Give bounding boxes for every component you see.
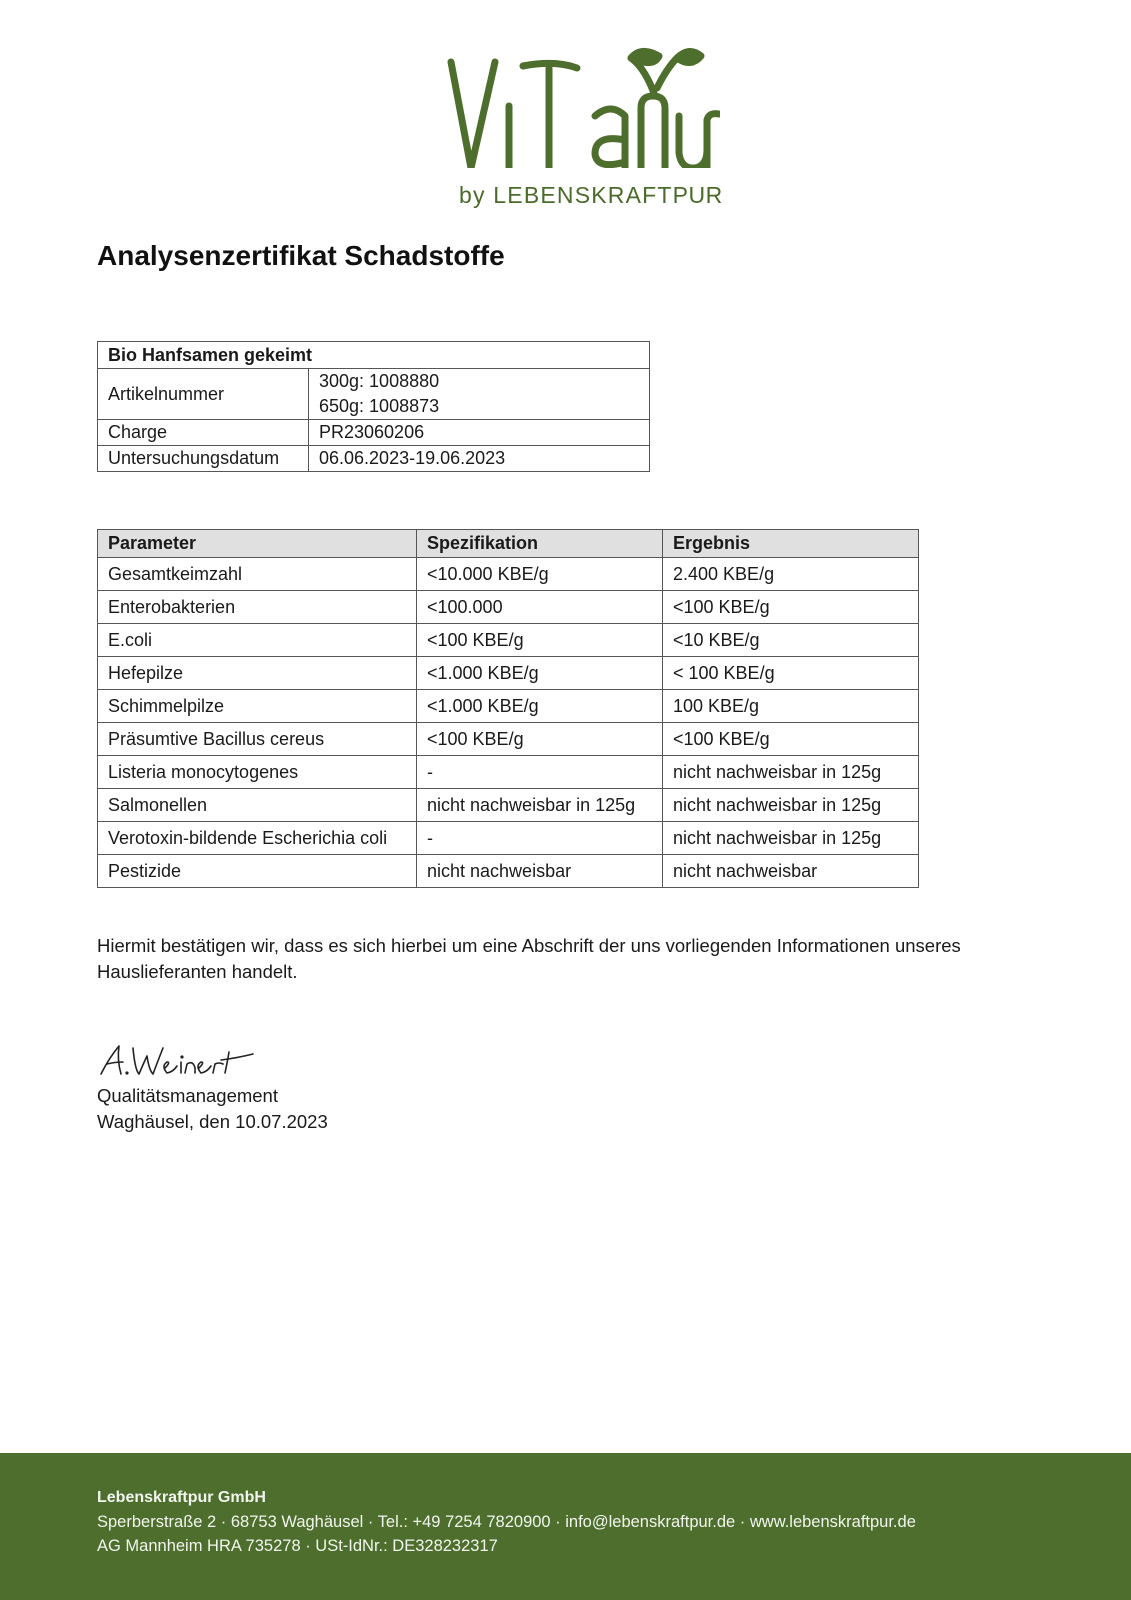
brand-logo — [445, 28, 723, 218]
product-name: Bio Hanfsamen gekeimt — [98, 342, 650, 369]
result-cell: nicht nachweisbar in 125g — [663, 822, 919, 855]
specification-cell: <100.000 — [417, 591, 663, 624]
table-row — [98, 723, 919, 756]
result-cell: <100 KBE/g — [663, 591, 919, 624]
table-row — [98, 624, 919, 657]
signer-block — [97, 1083, 328, 1135]
signer-place-date: Waghäusel, den 10.07.2023 — [97, 1111, 328, 1132]
specification-cell: <1.000 KBE/g — [417, 657, 663, 690]
test-date-value: 06.06.2023-19.06.2023 — [309, 446, 650, 472]
table-row — [98, 690, 919, 723]
specification-cell: <100 KBE/g — [417, 624, 663, 657]
test-date-row — [98, 446, 650, 472]
signer-department: Qualitätsmanagement — [97, 1085, 278, 1106]
parameter-cell: E.coli — [98, 624, 417, 657]
result-cell: nicht nachweisbar — [663, 855, 919, 888]
footer — [0, 1453, 1131, 1600]
specification-cell: - — [417, 822, 663, 855]
brand-tagline: by LEBENSKRAFTPUR — [459, 182, 723, 208]
test-date-label: Untersuchungsdatum — [98, 446, 309, 472]
parameter-cell: Verotoxin-bildende Escherichia coli — [98, 822, 417, 855]
table-row — [98, 789, 919, 822]
batch-row — [98, 420, 650, 446]
analysis-results-table — [97, 529, 919, 888]
parameter-cell: Pestizide — [98, 855, 417, 888]
specification-cell: - — [417, 756, 663, 789]
parameter-cell: Gesamtkeimzahl — [98, 558, 417, 591]
handwritten-signature — [97, 1040, 257, 1080]
parameter-cell: Salmonellen — [98, 789, 417, 822]
result-cell: 100 KBE/g — [663, 690, 919, 723]
table-row — [98, 591, 919, 624]
specification-cell: <100 KBE/g — [417, 723, 663, 756]
article-number-300g: 300g: 1008880 — [319, 371, 440, 391]
article-number-values — [309, 369, 650, 420]
batch-value: PR23060206 — [309, 420, 650, 446]
parameter-cell: Schimmelpilze — [98, 690, 417, 723]
product-info-table — [97, 341, 650, 472]
specification-cell: nicht nachweisbar in 125g — [417, 789, 663, 822]
table-row — [98, 756, 919, 789]
specification-cell: <1.000 KBE/g — [417, 690, 663, 723]
result-cell: nicht nachweisbar in 125g — [663, 789, 919, 822]
table-row — [98, 855, 919, 888]
article-number-650g: 650g: 1008873 — [319, 396, 440, 416]
table-row — [98, 822, 919, 855]
vitanur-wordmark — [445, 28, 720, 168]
parameter-cell: Enterobakterien — [98, 591, 417, 624]
table-row — [98, 558, 919, 591]
specification-cell: nicht nachweisbar — [417, 855, 663, 888]
header-parameter: Parameter — [98, 530, 417, 558]
table-row — [98, 657, 919, 690]
result-cell: nicht nachweisbar in 125g — [663, 756, 919, 789]
document-title: Analysenzertifikat Schadstoffe — [97, 240, 505, 271]
footer-contact-line: Sperberstraße 2 · 68753 Waghäusel · Tel.: +49 7254 7820900 · info@lebenskraftpur.de · www.lebenskraftpur.de — [97, 1513, 916, 1531]
parameter-cell: Listeria monocytogenes — [98, 756, 417, 789]
header-specification: Spezifikation — [417, 530, 663, 558]
result-cell: <10 KBE/g — [663, 624, 919, 657]
header-result: Ergebnis — [663, 530, 919, 558]
result-cell: 2.400 KBE/g — [663, 558, 919, 591]
parameter-cell: Hefepilze — [98, 657, 417, 690]
confirmation-statement: Hiermit bestätigen wir, dass es sich hierbei um eine Abschrift der uns vorliegenden Informationen unseres Hauslieferanten handelt. — [97, 935, 961, 982]
article-number-row — [98, 369, 650, 420]
batch-label: Charge — [98, 420, 309, 446]
product-name-row — [98, 342, 650, 369]
results-header-row — [98, 530, 919, 558]
specification-cell: <10.000 KBE/g — [417, 558, 663, 591]
footer-registry-line: AG Mannheim HRA 735278 · USt-IdNr.: DE328232317 — [97, 1537, 498, 1555]
article-number-label: Artikelnummer — [98, 369, 309, 420]
footer-company: Lebenskraftpur GmbH — [97, 1489, 266, 1506]
parameter-cell: Präsumtive Bacillus cereus — [98, 723, 417, 756]
result-cell: <100 KBE/g — [663, 723, 919, 756]
result-cell: < 100 KBE/g — [663, 657, 919, 690]
